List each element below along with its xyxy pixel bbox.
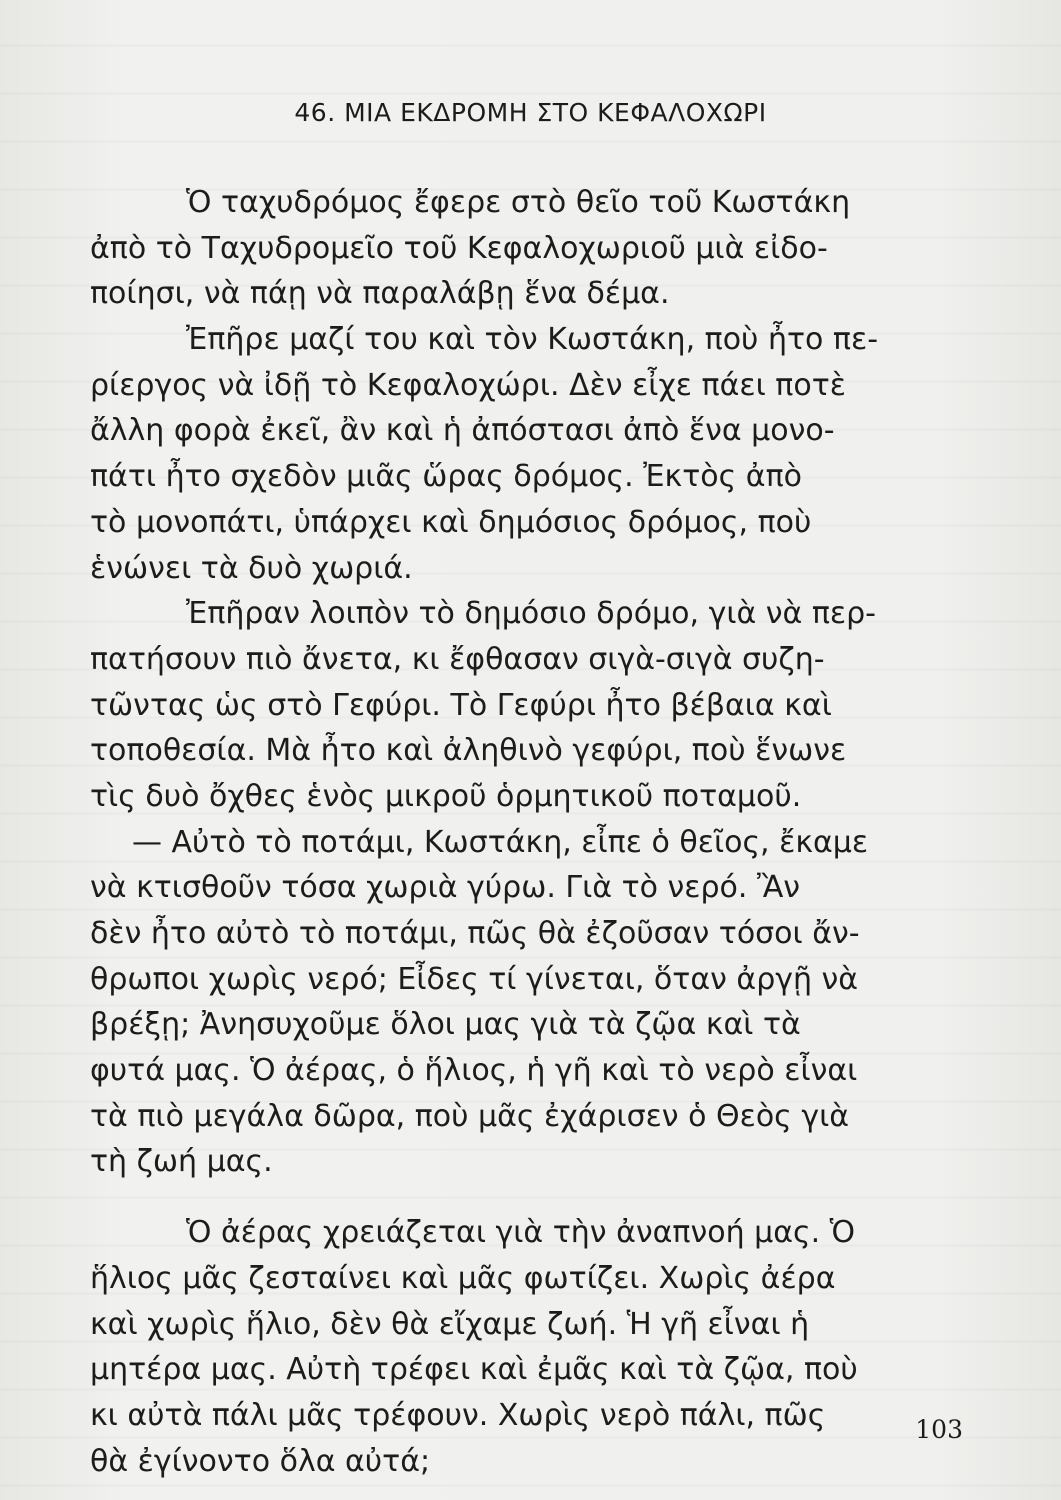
text-line: ποίησι, νὰ πάῃ νὰ παραλάβῃ ἕνα δέμα. [90,276,670,312]
text-line: ἑνώνει τὰ δυὸ χωριά. [90,550,413,586]
text-line: πάτι ἦτο σχεδὸν μιᾶς ὥρας δρόμος. Ἐκτὸς ἀπὸ [90,459,802,495]
text-line: τὶς δυὸ ὄχθες ἑνὸς μικροῦ ὁρμητικοῦ ποταμοῦ. [90,778,802,814]
chapter-title: 46. ΜΙΑ ΕΚΔΡΟΜΗ ΣΤΟ ΚΕΦΑΛΟΧΩΡΙ [294,98,767,127]
text-line: Ἐπῆρε μαζί του καὶ τὸν Κωστάκη, ποὺ ἦτο πε- [186,322,879,358]
text-line: — Αὐτὸ τὸ ποτάμι, Κωστάκη, εἶπε ὁ θεῖος, ἔκαμε [132,824,869,860]
body-text [90,180,970,1484]
text-line: ρίεργος νὰ ἰδῇ τὸ Κεφαλοχώρι. Δὲν εἶχε πάει ποτὲ [90,367,846,403]
text-line: Ὁ ἀέρας χρειάζεται γιὰ τὴν ἀναπνοή μας. Ὁ [186,1215,856,1251]
text-line: ἄλλη φορὰ ἐκεῖ, ἂν καὶ ἡ ἀπόστασι ἀπὸ ἕνα μονο- [90,413,835,449]
text-line: τὸ μονοπάτι, ὑπάρχει καὶ δημόσιος δρόμος, ποὺ [90,504,812,540]
text-line: ἥλιος μᾶς ζεσταίνει καὶ μᾶς φωτίζει. Χωρὶς ἀέρα [90,1260,836,1296]
text-line: τοποθεσία. Μὰ ἦτο καὶ ἀληθινὸ γεφύρι, ποὺ ἕνωνε [90,733,847,769]
page-number: 103 [915,1415,963,1444]
text-line: θὰ ἐγίνοντο ὅλα αὐτά; [90,1443,431,1479]
text-line: θρωποι χωρὶς νερό; Εἶδες τί γίνεται, ὅταν ἀργῇ νὰ [90,961,859,997]
text-line: τῶντας ὡς στὸ Γεφύρι. Τὸ Γεφύρι ἦτο βέβαια καὶ [90,687,832,723]
text-line: φυτά μας. Ὁ ἀέρας, ὁ ἥλιος, ἡ γῆ καὶ τὸ νερὸ εἶναι [90,1053,858,1089]
text-line: τὴ ζωή μας. [90,1144,273,1180]
text-line: πατήσουν πιὸ ἄνετα, κι ἔφθασαν σιγὰ-σιγὰ συζη- [90,641,825,677]
text-line: καὶ χωρὶς ἥλιο, δὲν θὰ εἴχαμε ζωή. Ἡ γῆ εἶναι ἡ [90,1306,810,1342]
text-line: Ὁ ταχυδρόμος ἔφερε στὸ θεῖο τοῦ Κωστάκη [186,185,851,220]
text-line: δὲν ἦτο αὐτὸ τὸ ποτάμι, πῶς θὰ ἐζοῦσαν τόσοι ἄν- [90,916,860,951]
text-line: ἀπὸ τὸ Ταχυδρομεῖο τοῦ Κεφαλοχωριοῦ μιὰ εἰδο- [90,230,828,266]
text-line: μητέρα μας. Αὐτὴ τρέφει καὶ ἐμᾶς καὶ τὰ ζῷα, ποὺ [90,1352,858,1388]
paragraph-gap [90,1185,970,1210]
text-line: τὰ πιὸ μεγάλα δῶρα, ποὺ μᾶς ἐχάρισεν ὁ Θεὸς γιὰ [90,1098,849,1134]
text-line: Ἐπῆραν λοιπὸν τὸ δημόσιο δρόμο, γιὰ νὰ περ- [186,596,876,632]
text-line: βρέξῃ; Ἀνησυχοῦμε ὅλοι μας γιὰ τὰ ζῷα καὶ τὰ [90,1007,801,1043]
text-line: νὰ κτισθοῦν τόσα χωριὰ γύρω. Γιὰ τὸ νερό. Ἂν [90,870,801,906]
text-line: κι αὐτὰ πάλι μᾶς τρέφουν. Χωρὶς νερὸ πάλι, πῶς [90,1397,826,1433]
